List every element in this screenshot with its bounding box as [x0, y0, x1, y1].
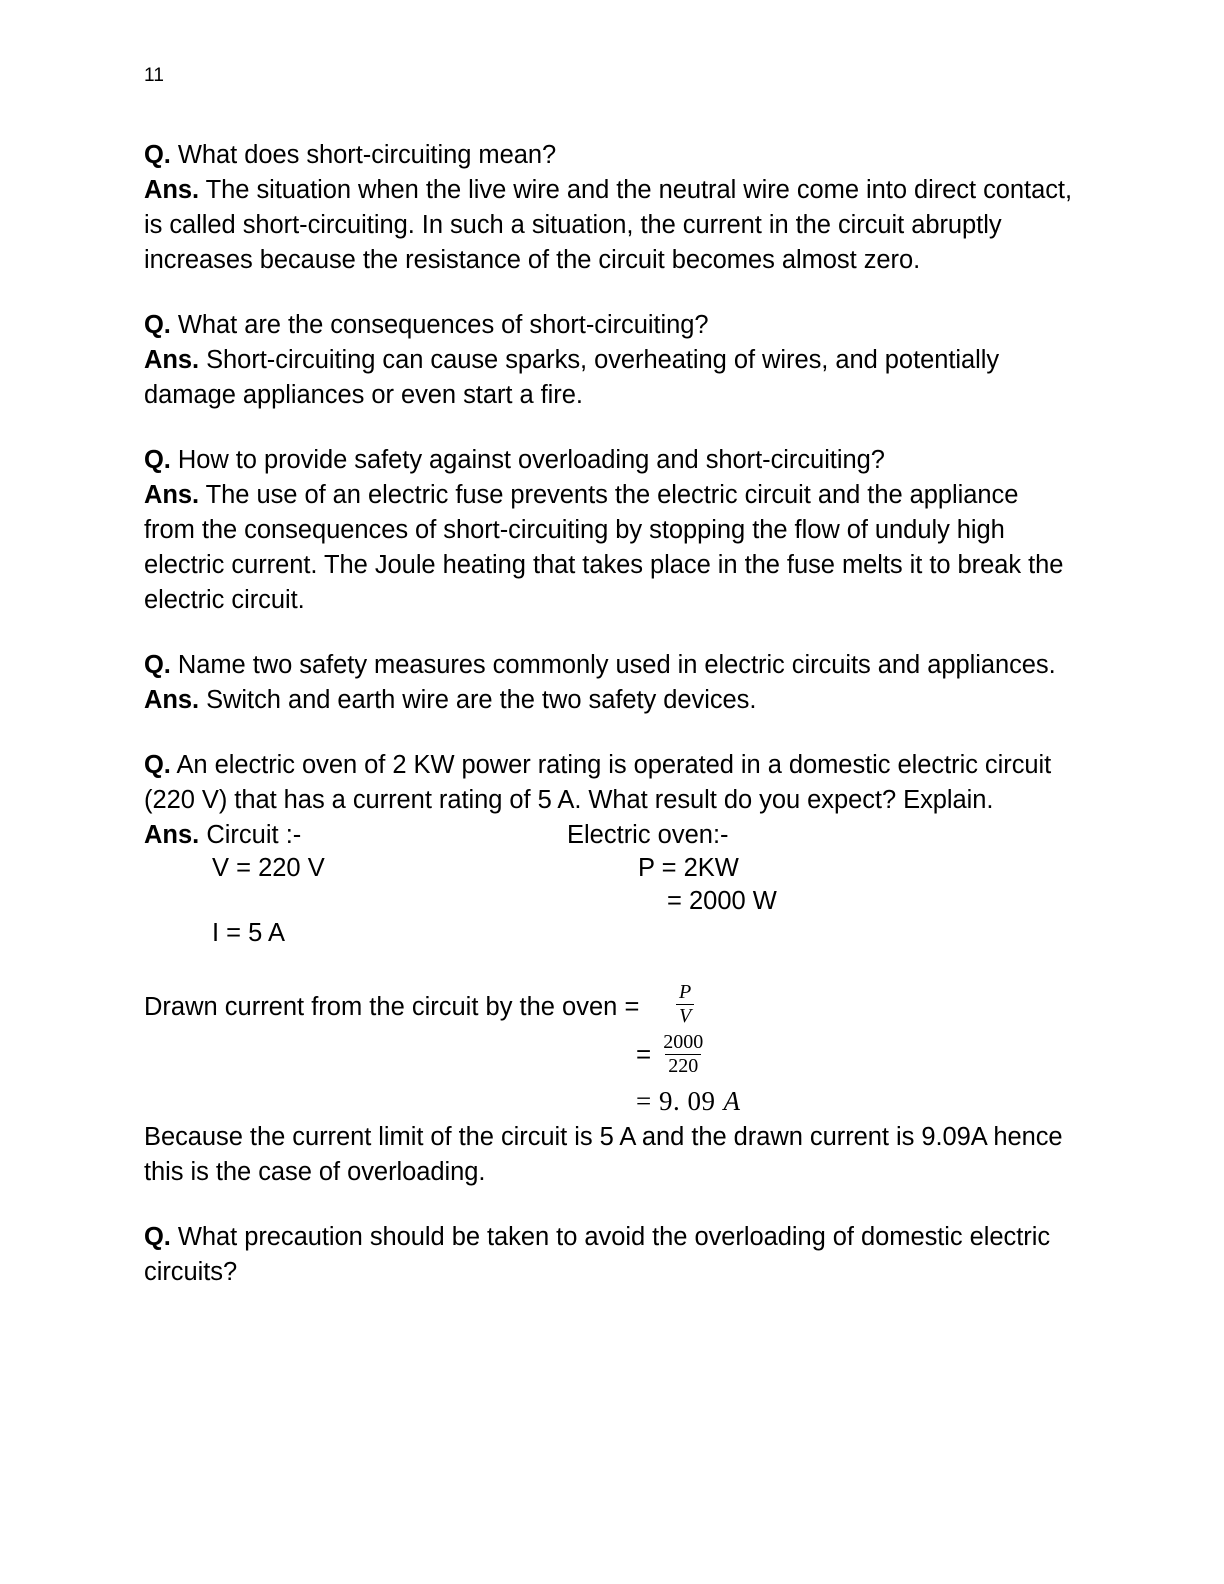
- fraction-2000-over-220: [660, 1032, 706, 1077]
- answer-line: [144, 173, 1074, 278]
- fraction-numerator: P: [679, 981, 692, 1003]
- question-text: How to provide safety against overloading and short-circuiting?: [170, 446, 885, 474]
- question-label: Q.: [144, 751, 171, 779]
- answer-line: [144, 683, 1074, 718]
- equals-sign: =: [636, 1039, 652, 1070]
- formula-p-over-v: [676, 982, 694, 1027]
- result-unit: A: [723, 1086, 740, 1116]
- answer-label: Ans.: [144, 346, 200, 374]
- oven-power-watts-value: = 2000 W: [667, 887, 777, 915]
- conclusion-text: Because the current limit of the circuit is 5 A and the drawn current is 9.09A hence this is the case of overloading.: [144, 1123, 1063, 1186]
- oven-column-heading: Electric oven:-: [567, 821, 729, 849]
- fraction-denominator: V: [676, 1004, 694, 1027]
- calculation-result: [636, 1086, 740, 1117]
- question-line: [144, 138, 1074, 173]
- derivation-label: Drawn current from the circuit by the oven =: [144, 993, 640, 1021]
- answer-text: The use of an electric fuse prevents the electric circuit and the appliance from the consequences of short-circuiting by stopping the flow of unduly high electric current. The Joule heating that takes place in the fuse melts it to break the electric circuit.: [144, 481, 1064, 614]
- answer-text: The situation when the live wire and the neutral wire come into direct contact, is called short-circuiting. In such a situation, the current in the circuit abruptly increases because the resistance of the circuit becomes almost zero.: [144, 176, 1072, 274]
- qa-block-short-circuiting-consequences: [144, 308, 1074, 413]
- question-label: Q.: [144, 1223, 171, 1251]
- page-content: [144, 138, 1074, 1320]
- question-label: Q.: [144, 651, 171, 679]
- answer-text: Short-circuiting can cause sparks, overheating of wires, and potentially damage appliances or even start a fire.: [144, 346, 1000, 409]
- circuit-current-value: I = 5 A: [212, 919, 286, 947]
- result-value: = 9. 09: [636, 1086, 716, 1116]
- given-values-columns: [144, 818, 1074, 946]
- question-text: What precaution should be taken to avoid the overloading of domestic electric circuits?: [144, 1223, 1051, 1286]
- circuit-heading-text: Circuit :-: [199, 821, 302, 849]
- oven-power-value: P = 2KW: [638, 854, 739, 882]
- question-text: Name two safety measures commonly used in electric circuits and appliances.: [170, 651, 1056, 679]
- answer-label: Ans.: [144, 176, 200, 204]
- page-number: 11: [144, 65, 165, 86]
- answer-label: Ans.: [144, 821, 200, 849]
- derivation-area: [144, 964, 1074, 1116]
- fraction-denominator: 220: [665, 1054, 701, 1077]
- qa-block-electric-oven-problem: [144, 748, 1074, 1190]
- question-line: [144, 1220, 1074, 1290]
- question-label: Q.: [144, 141, 171, 169]
- answer-line: [144, 343, 1074, 413]
- question-text: What are the consequences of short-circuiting?: [170, 311, 709, 339]
- qa-block-safety-against-overloading: [144, 443, 1074, 618]
- question-label: Q.: [144, 446, 171, 474]
- question-line: [144, 748, 1074, 818]
- answer-text: Switch and earth wire are the two safety devices.: [199, 686, 757, 714]
- fraction-p-over-v: [676, 982, 694, 1027]
- question-label: Q.: [144, 311, 171, 339]
- answer-label: Ans.: [144, 481, 200, 509]
- circuit-voltage-value: V = 220 V: [212, 854, 325, 882]
- answer-label: Ans.: [144, 686, 200, 714]
- qa-block-overloading-precaution: [144, 1220, 1074, 1290]
- question-text: An electric oven of 2 KW power rating is operated in a domestic electric circuit (220 V) that has a current rating of 5 A. What result do you expect? Explain.: [144, 751, 1052, 814]
- fraction-numerator: 2000: [663, 1031, 704, 1053]
- qa-block-two-safety-measures: [144, 648, 1074, 718]
- answer-line: [144, 478, 1074, 618]
- question-line: [144, 443, 1074, 478]
- circuit-column-heading: [144, 818, 301, 853]
- qa-block-short-circuiting-meaning: [144, 138, 1074, 278]
- formula-2000-over-220: [636, 1032, 706, 1077]
- question-text: What does short-circuiting mean?: [170, 141, 557, 169]
- question-line: [144, 648, 1074, 683]
- question-line: [144, 308, 1074, 343]
